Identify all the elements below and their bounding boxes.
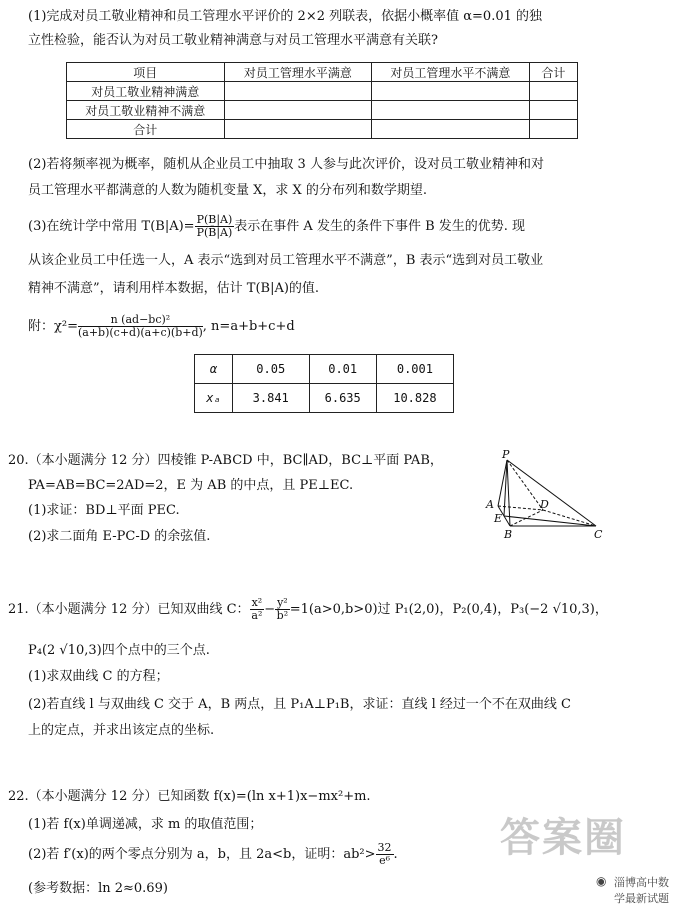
q20-line4: (2)求二面角 E-PC-D 的余弦值. [28, 529, 211, 544]
watermark-logo: 答案圈 [500, 815, 626, 861]
formula-denominator: (a+b)(c+d)(a+c)(b+d) [77, 326, 203, 339]
table-header-cell: 对员工管理水平满意 [224, 63, 372, 82]
q19-part3-line3: 精神不满意”，请利用样本数据，估计 T(B|A)的值. [28, 281, 320, 296]
table-row-label: 对员工敬业精神满意 [67, 82, 225, 101]
q21-suffix: =1(a>0,b>0)过 P₁(2,0)，P₂(0,4)，P₃(−2 √10,3)， [289, 602, 608, 617]
q20-line1: 20.（本小题满分 12 分）四棱锥 P-ABCD 中，BC∥AD，BC⊥平面 PAB， [8, 453, 443, 468]
table-cell: 6.635 [309, 384, 376, 413]
bound-numerator: 32 [377, 841, 392, 854]
q19-part1-line1: (1)完成对员工敬业精神和员工管理水平评价的 2×2 列联表，依据小概率值 α=0.01 的独 [28, 9, 542, 24]
q22-line3-suffix: . [393, 847, 398, 862]
q21-prefix: 21.（本小题满分 12 分）已知双曲线 C： [8, 602, 250, 617]
table-cell [372, 82, 530, 101]
table-row [195, 384, 454, 413]
vertex-label-c: C [594, 528, 603, 541]
table-row [67, 82, 578, 101]
table-cell [529, 120, 577, 139]
table-row-label: α [195, 355, 233, 384]
table-cell [372, 101, 530, 120]
vertex-label-p: P [502, 448, 510, 461]
table-cell [224, 120, 372, 139]
chi-square-formula [28, 314, 295, 340]
table-header-cell: 项目 [67, 63, 225, 82]
q21-line5: 上的定点，并求出该定点的坐标. [28, 723, 215, 738]
table-cell [224, 101, 372, 120]
pyramid-figure [480, 446, 610, 542]
hyperbola-frac-y [275, 597, 290, 622]
table-row-label: 对员工敬业精神不满意 [67, 101, 225, 120]
q22-line2: (1)若 f(x)单调递减，求 m 的取值范围； [28, 817, 263, 832]
table-header-row [67, 63, 578, 82]
q22-line1: 22.（本小题满分 12 分）已知函数 f(x)=(ln x+1)x−mx²+m. [8, 789, 371, 804]
odds-numerator: P(B|A) [196, 213, 233, 226]
q19-part2-line1: (2)若将频率视为概率，随机从企业员工中抽取 3 人参与此次评价，设对员工敬业精神和对 [28, 157, 544, 172]
frac-y-numerator: y² [277, 596, 288, 609]
hyperbola-frac-x [250, 597, 265, 622]
table-cell [224, 82, 372, 101]
odds-fraction [195, 214, 235, 239]
table-cell [529, 101, 577, 120]
formula-prefix: 附：χ²= [28, 319, 78, 334]
bound-fraction [376, 842, 394, 867]
vertex-label-a: A [486, 498, 494, 511]
table-header-cell: 合计 [529, 63, 577, 82]
q19-part1-line2: 立性检验，能否认为对员工敬业精神满意与对员工管理水平满意有关联? [28, 33, 438, 48]
table-row-label: xₐ [195, 384, 233, 413]
minus-sign: − [264, 602, 276, 617]
table-header-cell: 对员工管理水平不满意 [372, 63, 530, 82]
table-cell: 0.001 [376, 355, 453, 384]
q20-line3: (1)求证：BD⊥平面 PEC. [28, 503, 180, 518]
q22-line4: (参考数据：ln 2≈0.69) [28, 881, 168, 896]
q19-part3-suffix: 表示在事件 A 发生的条件下事件 B 发生的优势. 现 [234, 219, 526, 234]
q22-line3 [28, 842, 398, 868]
table-cell: 0.05 [232, 355, 309, 384]
q19-part2-line2: 员工管理水平都满意的人数为随机变量 X，求 X 的分布列和数学期望. [28, 183, 428, 198]
table-cell [372, 120, 530, 139]
table-cell: 0.01 [309, 355, 376, 384]
q21-line2: P₄(2 √10,3)四个点中的三个点. [28, 643, 210, 658]
watermark-caption: 淄博高中数学最新试题 [614, 876, 669, 905]
frac-x-numerator: x² [251, 596, 263, 609]
bound-denominator: e⁶ [379, 854, 390, 867]
formula-fraction [78, 314, 203, 339]
q22-line3-prefix: (2)若 f′(x)的两个零点分别为 a，b，且 2a<b，证明：ab²> [28, 847, 376, 862]
frac-y-denominator: b² [276, 609, 289, 622]
table-row [195, 355, 454, 384]
q20-line2: PA=AB=BC=2AD=2，E 为 AB 的中点，且 PE⊥EC. [28, 478, 354, 493]
formula-numerator: n (ad−bc)² [78, 314, 203, 327]
q21-line3: (1)求双曲线 C 的方程； [28, 669, 169, 684]
table-cell: 3.841 [232, 384, 309, 413]
q19-part3-line1 [28, 214, 525, 240]
table-row-label: 合计 [67, 120, 225, 139]
q19-part3-line2: 从该企业员工中任选一人，A 表示“选到对员工管理水平不满意”，B 表示“选到对员工敬业 [28, 253, 544, 268]
contingency-table [66, 62, 578, 139]
odds-denominator: P(B̄|A) [196, 226, 233, 239]
q21-line4: (2)若直线 l 与双曲线 C 交于 A，B 两点，且 P₁A⊥P₁B，求证：直线 l 经过一个不在双曲线 C [28, 697, 571, 712]
table-row [67, 120, 578, 139]
table-cell [529, 82, 577, 101]
wechat-icon: ◉ [596, 874, 607, 888]
q21-line1 [8, 596, 608, 624]
frac-x-denominator: a² [251, 609, 263, 622]
vertex-label-d: D [540, 498, 549, 511]
formula-suffix: , n=a+b+c+d [202, 319, 295, 334]
table-cell: 10.828 [376, 384, 453, 413]
vertex-label-e: E [494, 512, 503, 525]
table-row [67, 101, 578, 120]
q19-part3-prefix: (3)在统计学中常用 T(B|A)= [28, 219, 195, 234]
vertex-label-b: B [504, 528, 513, 541]
critical-value-table [194, 354, 454, 413]
